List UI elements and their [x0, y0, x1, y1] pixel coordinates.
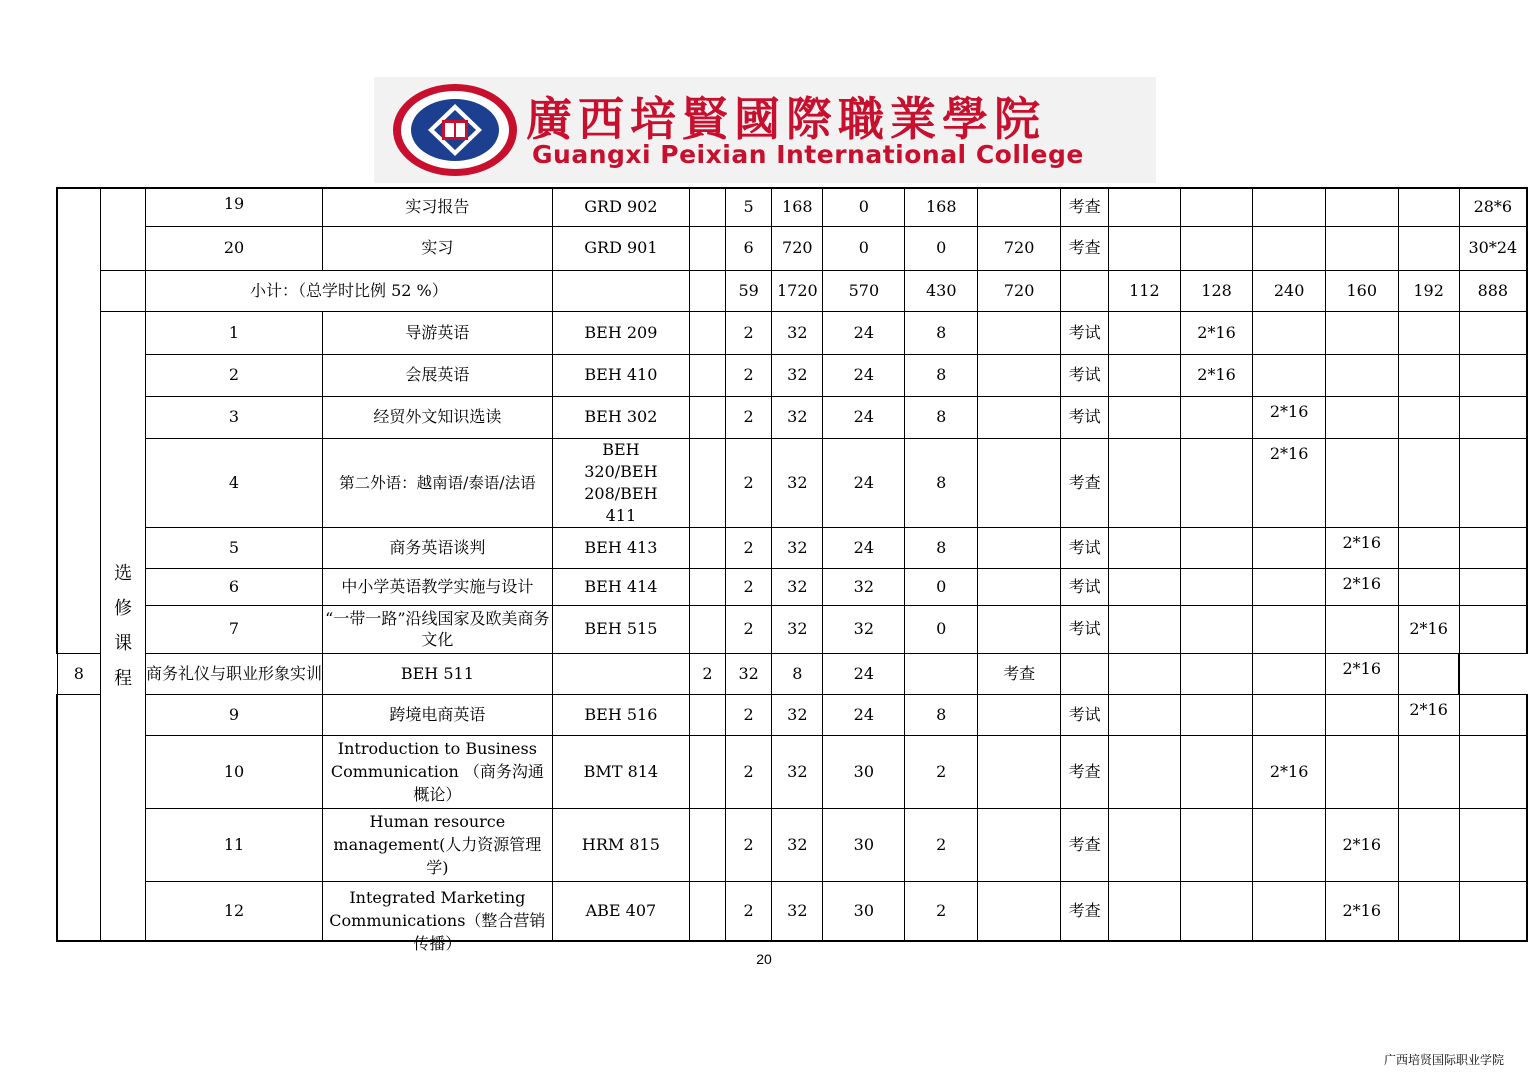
college-header: [374, 77, 1156, 183]
semester-1: [1109, 527, 1181, 568]
total-hours: 32: [772, 354, 823, 396]
blank-cell: [690, 270, 726, 311]
total-hours: 32: [772, 527, 823, 568]
semester-4: [1325, 605, 1398, 653]
course-number: 4: [146, 438, 323, 527]
blank-cell: [690, 438, 726, 527]
blank-cell: [1061, 270, 1109, 311]
total-hours: 32: [772, 881, 823, 941]
assessment-type: 考试: [1061, 311, 1109, 354]
blank-cell: [690, 568, 726, 605]
course-number: 9: [146, 694, 323, 735]
semester-1: [1109, 311, 1181, 354]
semester-2: [1180, 605, 1253, 653]
table-row: [57, 438, 1527, 527]
internship-hours: [978, 311, 1061, 354]
theory-hours: 24: [823, 527, 905, 568]
college-name-english: Guangxi Peixian International College: [532, 140, 1084, 169]
assessment-type: 考试: [1061, 396, 1109, 438]
semester-2: 2*16: [1180, 354, 1253, 396]
internship-hours: [978, 605, 1061, 653]
subcategory-cell: [101, 188, 146, 270]
total-hours: 720: [772, 226, 823, 270]
blank-cell: [690, 694, 726, 735]
credit: 2: [725, 881, 772, 941]
practice-hours: 0: [905, 605, 978, 653]
semester-4: [1253, 653, 1326, 694]
semester-1: [1109, 226, 1181, 270]
semester-6: [1459, 694, 1527, 735]
credit: 2: [690, 653, 726, 694]
practice-hours: 168: [905, 188, 978, 226]
semester-4: [1325, 354, 1398, 396]
practice-hours: 0: [905, 568, 978, 605]
table-row: [57, 735, 1527, 808]
course-number: 12: [146, 881, 323, 941]
semester-3: [1253, 226, 1326, 270]
credit: 2: [725, 694, 772, 735]
theory-hours: 0: [823, 188, 905, 226]
category-cell: [57, 188, 101, 653]
course-number: 7: [146, 605, 323, 653]
semester-2: [1180, 808, 1253, 881]
semester-3: 2*16: [1253, 438, 1326, 527]
course-name: [323, 881, 553, 953]
practice-hours: 2: [905, 808, 978, 881]
table-row: [57, 605, 1527, 653]
semester-1: [1109, 188, 1181, 226]
semester-6: 888: [1459, 270, 1527, 311]
blank-cell: [690, 527, 726, 568]
assessment-type: 考查: [1061, 735, 1109, 808]
semester-2: 2*16: [1180, 311, 1253, 354]
blank-cell: [690, 605, 726, 653]
theory-hours: 24: [823, 311, 905, 354]
semester-4: [1325, 311, 1398, 354]
practice-hours: 8: [905, 354, 978, 396]
semester-1: [1109, 438, 1181, 527]
semester-3: [1253, 568, 1326, 605]
course-name: 实习报告: [323, 188, 553, 226]
total-hours: 32: [772, 694, 823, 735]
semester-4: [1325, 735, 1398, 808]
practice-hours: 8: [905, 396, 978, 438]
total-hours: 32: [772, 311, 823, 354]
elective-label-char: 课: [114, 632, 133, 654]
semester-4: 2*16: [1325, 881, 1398, 941]
course-code: HRM 815: [552, 808, 689, 881]
blank-cell: [690, 735, 726, 808]
semester-1: 112: [1109, 270, 1181, 311]
assessment-type: 考试: [1061, 527, 1109, 568]
semester-6: [1398, 653, 1459, 694]
blank-cell: [690, 226, 726, 270]
course-name: 商务礼仪与职业形象实训: [146, 653, 323, 694]
semester-2: [1180, 881, 1253, 941]
course-code: BEH 410: [552, 354, 689, 396]
table-row: [57, 396, 1527, 438]
theory-hours: 24: [823, 694, 905, 735]
course-name: Introduction to Business Communication （商务沟通概论）: [323, 735, 553, 808]
semester-1: [1109, 735, 1181, 808]
semester-2: 128: [1180, 270, 1253, 311]
semester-2: [1180, 694, 1253, 735]
semester-5: [1398, 881, 1459, 941]
semester-3: [1253, 527, 1326, 568]
semester-5: 2*16: [1398, 605, 1459, 653]
practice-hours: 2: [905, 735, 978, 808]
course-code: BEH 516: [552, 694, 689, 735]
course-name: Human resource management(人力资源管理学): [323, 808, 553, 881]
credit: 2: [725, 527, 772, 568]
table-row: [57, 568, 1527, 605]
credit: 5: [725, 188, 772, 226]
course-name: 经贸外文知识选读: [323, 396, 553, 438]
credit: 6: [725, 226, 772, 270]
total-hours: 32: [772, 396, 823, 438]
credit: 2: [725, 568, 772, 605]
internship-hours: [978, 694, 1061, 735]
course-name: 第二外语：越南语/泰语/法语: [323, 438, 553, 527]
semester-6: 30*24: [1459, 226, 1527, 270]
course-code: BEH 515: [552, 605, 689, 653]
assessment-type: 考查: [1061, 438, 1109, 527]
category-cell: [57, 694, 101, 941]
semester-5: [1398, 354, 1459, 396]
course-number: 3: [146, 396, 323, 438]
theory-hours: 24: [823, 396, 905, 438]
assessment-type: 考试: [1061, 694, 1109, 735]
semester-1: [1109, 694, 1181, 735]
table-row: [57, 188, 1527, 226]
total-hours: 32: [772, 735, 823, 808]
total-hours: 32: [772, 438, 823, 527]
practice-hours: 430: [905, 270, 978, 311]
internship-hours: [978, 188, 1061, 226]
semester-3: [1253, 354, 1326, 396]
internship-hours: [978, 354, 1061, 396]
semester-5: 2*16: [1325, 653, 1398, 694]
theory-hours: 30: [823, 808, 905, 881]
semester-3: [1180, 653, 1253, 694]
semester-5: [1398, 311, 1459, 354]
blank-cell: [690, 354, 726, 396]
course-name: 导游英语: [323, 311, 553, 354]
total-hours: 1720: [772, 270, 823, 311]
course-number: 6: [146, 568, 323, 605]
credit: 2: [725, 311, 772, 354]
course-code: BMT 814: [552, 735, 689, 808]
semester-6: [1459, 568, 1527, 605]
semester-4: 160: [1325, 270, 1398, 311]
semester-2: [1180, 735, 1253, 808]
elective-category-cell: [101, 311, 146, 941]
semester-1: [1109, 605, 1181, 653]
curriculum-table-wrapper: [56, 187, 1528, 953]
internship-hours: [978, 735, 1061, 808]
semester-3: 2*16: [1253, 735, 1326, 808]
course-code: BEH 511: [323, 653, 553, 694]
semester-3: 2*16: [1253, 396, 1326, 438]
course-number: 5: [146, 527, 323, 568]
semester-3: [1253, 605, 1326, 653]
total-hours: 32: [772, 605, 823, 653]
college-name-chinese: 廣西培賢國際職業學院: [526, 92, 1046, 146]
elective-label-char: 选: [114, 562, 133, 584]
semester-1: [1109, 568, 1181, 605]
internship-hours: 720: [978, 226, 1061, 270]
semester-1: [1109, 396, 1181, 438]
semester-6: 28*6: [1459, 188, 1527, 226]
practice-hours: 8: [905, 527, 978, 568]
semester-4: 2*16: [1325, 808, 1398, 881]
semester-5: [1398, 527, 1459, 568]
semester-3: [1253, 881, 1326, 941]
practice-hours: 2: [905, 881, 978, 941]
internship-hours: [978, 396, 1061, 438]
total-hours: 32: [772, 808, 823, 881]
internship-hours: [978, 881, 1061, 941]
semester-5: [1398, 438, 1459, 527]
semester-6: [1459, 311, 1527, 354]
credit: 2: [725, 438, 772, 527]
practice-hours: 8: [905, 311, 978, 354]
internship-hours: [978, 438, 1061, 527]
course-code: BEH 320/BEH 208/BEH 411: [552, 438, 689, 527]
table-row: [57, 226, 1527, 270]
semester-3: [1253, 188, 1326, 226]
semester-5: 192: [1398, 270, 1459, 311]
semester-4: [1325, 188, 1398, 226]
course-code: GRD 902: [552, 188, 689, 226]
semester-2: [1180, 396, 1253, 438]
credit: 59: [725, 270, 772, 311]
course-number: 20: [146, 226, 323, 270]
semester-6: [1459, 396, 1527, 438]
course-name-text: Integrated Marketing Communications（整合营销传播）: [329, 887, 546, 953]
total-hours: 32: [772, 568, 823, 605]
theory-hours: 30: [823, 735, 905, 808]
theory-hours: 570: [823, 270, 905, 311]
internship-hours: 720: [978, 270, 1061, 311]
total-hours: 32: [725, 653, 772, 694]
theory-hours: 0: [823, 226, 905, 270]
course-number: 2: [146, 354, 323, 396]
course-name: 会展英语: [323, 354, 553, 396]
course-name: 商务英语谈判: [323, 527, 553, 568]
semester-3: [1253, 694, 1326, 735]
credit: 2: [725, 396, 772, 438]
subtotal-row: [57, 270, 1527, 311]
internship-hours: [978, 527, 1061, 568]
practice-hours: 8: [905, 694, 978, 735]
course-code: GRD 901: [552, 226, 689, 270]
table-row: [57, 653, 1527, 694]
theory-hours: 24: [823, 438, 905, 527]
theory-hours: 32: [823, 605, 905, 653]
table-row: [57, 808, 1527, 881]
semester-6: [1459, 808, 1527, 881]
assessment-type: 考试: [1061, 354, 1109, 396]
semester-6: [1459, 735, 1527, 808]
course-number: 1: [146, 311, 323, 354]
assessment-type: 考查: [1061, 188, 1109, 226]
table-row: [57, 881, 1527, 941]
credit: 2: [725, 735, 772, 808]
semester-6: [1459, 881, 1527, 941]
semester-5: 2*16: [1398, 694, 1459, 735]
course-code: BEH 302: [552, 396, 689, 438]
blank-cell: [552, 653, 689, 694]
theory-hours: 30: [823, 881, 905, 941]
subcategory-cell: [101, 270, 146, 311]
assessment-type: 考试: [1061, 605, 1109, 653]
footer-college-name: 广西培贤国际职业学院: [1383, 1053, 1504, 1067]
practice-hours: 8: [905, 438, 978, 527]
total-hours: 168: [772, 188, 823, 226]
theory-hours: 32: [823, 568, 905, 605]
course-code: BEH 209: [552, 311, 689, 354]
elective-label: [113, 556, 133, 696]
course-code: BEH 414: [552, 568, 689, 605]
assessment-type: 考查: [1061, 226, 1109, 270]
semester-3: [1253, 311, 1326, 354]
course-name: “一带一路”沿线国家及欧美商务文化: [323, 605, 553, 653]
semester-2: [1180, 527, 1253, 568]
course-name: 中小学英语教学实施与设计: [323, 568, 553, 605]
course-number: 19: [146, 188, 323, 226]
semester-5: [1398, 226, 1459, 270]
semester-4: [1325, 438, 1398, 527]
blank-cell: [690, 808, 726, 881]
semester-6: [1459, 438, 1527, 527]
table-row: [57, 354, 1527, 396]
course-name: 跨境电商英语: [323, 694, 553, 735]
semester-4: [1325, 396, 1398, 438]
semester-6: [1459, 605, 1527, 653]
internship-hours: [978, 568, 1061, 605]
semester-6: [1459, 527, 1527, 568]
semester-4: 2*16: [1325, 568, 1398, 605]
semester-2: [1180, 438, 1253, 527]
semester-3: 240: [1253, 270, 1326, 311]
semester-4: [1325, 226, 1398, 270]
table-row: [57, 694, 1527, 735]
semester-5: [1398, 808, 1459, 881]
semester-1: [1109, 354, 1181, 396]
theory-hours: 8: [772, 653, 823, 694]
assessment-type: 考试: [1061, 568, 1109, 605]
table-row: [57, 311, 1527, 354]
blank-cell: [690, 881, 726, 941]
elective-label-char: 修: [114, 597, 133, 619]
assessment-type: 考查: [978, 653, 1061, 694]
theory-hours: 24: [823, 354, 905, 396]
page-number: 20: [756, 951, 772, 967]
semester-2: [1180, 226, 1253, 270]
semester-5: [1398, 396, 1459, 438]
internship-hours: [978, 808, 1061, 881]
course-code: ABE 407: [552, 881, 689, 941]
course-name: 实习: [323, 226, 553, 270]
semester-5: [1398, 568, 1459, 605]
semester-2: [1109, 653, 1181, 694]
college-seal-icon: [390, 82, 520, 178]
semester-6: [1459, 354, 1527, 396]
semester-5: [1398, 188, 1459, 226]
course-code: BEH 413: [552, 527, 689, 568]
internship-hours: [905, 653, 978, 694]
course-number: 10: [146, 735, 323, 808]
blank-cell: [690, 396, 726, 438]
semester-1: [1109, 808, 1181, 881]
practice-hours: 24: [823, 653, 905, 694]
credit: 2: [725, 354, 772, 396]
elective-label-char: 程: [114, 667, 133, 689]
course-number: 11: [146, 808, 323, 881]
curriculum-table: [56, 187, 1528, 953]
blank-cell: [690, 311, 726, 354]
semester-5: [1398, 735, 1459, 808]
assessment-type: 考查: [1061, 808, 1109, 881]
subtotal-label: 小计：（总学时比例 52 %）: [146, 270, 553, 311]
blank-cell: [690, 188, 726, 226]
semester-3: [1253, 808, 1326, 881]
course-number: 8: [57, 653, 101, 694]
credit: 2: [725, 808, 772, 881]
practice-hours: 0: [905, 226, 978, 270]
semester-4: [1325, 694, 1398, 735]
semester-1: [1109, 881, 1181, 941]
semester-4: 2*16: [1325, 527, 1398, 568]
credit: 2: [725, 605, 772, 653]
semester-2: [1180, 568, 1253, 605]
table-row: [57, 527, 1527, 568]
assessment-type: 考查: [1061, 881, 1109, 941]
semester-2: [1180, 188, 1253, 226]
semester-1: [1061, 653, 1109, 694]
blank-cell: [552, 270, 689, 311]
